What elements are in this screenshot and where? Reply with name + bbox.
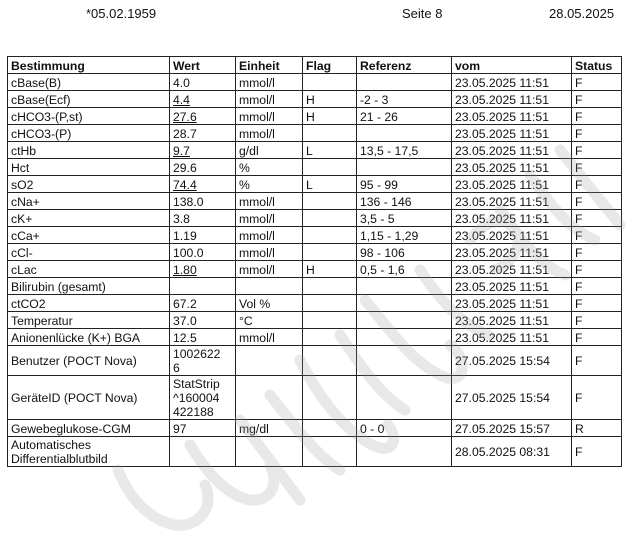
cell-bestimmung: cBase(Ecf) <box>8 91 170 108</box>
cell-bestimmung: Anionenlücke (K+) BGA <box>8 329 170 346</box>
cell-bestimmung-line: Automatisches <box>11 438 91 452</box>
cell-status: F <box>572 193 622 210</box>
cell-flag: H <box>303 261 357 278</box>
cell-einheit <box>236 437 303 467</box>
cell-einheit: mmol/l <box>236 329 303 346</box>
cell-flag <box>303 346 357 376</box>
cell-bestimmung: cK+ <box>8 210 170 227</box>
table-row <box>8 91 622 108</box>
cell-einheit: mmol/l <box>236 193 303 210</box>
cell-referenz: 0 - 0 <box>357 420 452 437</box>
cell-vom: 23.05.2025 11:51 <box>452 142 572 159</box>
cell-einheit: mmol/l <box>236 125 303 142</box>
cell-status: F <box>572 125 622 142</box>
cell-vom: 23.05.2025 11:51 <box>452 227 572 244</box>
cell-wert: 67.2 <box>170 295 236 312</box>
cell-status: F <box>572 261 622 278</box>
col-header-referenz: Referenz <box>357 57 452 74</box>
cell-flag <box>303 329 357 346</box>
cell-vom: 27.05.2025 15:54 <box>452 346 572 376</box>
cell-wert-line: 1002622 <box>173 347 221 361</box>
cell-wert-line: 422188 <box>173 405 214 419</box>
cell-wert: 1.19 <box>170 227 236 244</box>
cell-referenz <box>357 346 452 376</box>
cell-referenz: 1,15 - 1,29 <box>357 227 452 244</box>
cell-status: R <box>572 420 622 437</box>
cell-referenz <box>357 125 452 142</box>
cell-einheit: mmol/l <box>236 91 303 108</box>
cell-referenz: 13,5 - 17,5 <box>357 142 452 159</box>
table-row <box>8 329 622 346</box>
cell-flag <box>303 295 357 312</box>
cell-vom: 23.05.2025 11:51 <box>452 159 572 176</box>
header-row <box>8 57 622 74</box>
cell-wert: 74.4 <box>170 176 236 193</box>
cell-flag <box>303 125 357 142</box>
cell-vom: 23.05.2025 11:51 <box>452 193 572 210</box>
cell-status: F <box>572 91 622 108</box>
cell-status: F <box>572 312 622 329</box>
cell-wert <box>170 420 236 437</box>
cell-flag <box>303 312 357 329</box>
table-row <box>8 176 622 193</box>
cell-status: F <box>572 376 622 420</box>
cell-flag <box>303 227 357 244</box>
cell-flag <box>303 437 357 467</box>
cell-wert: 29.6 <box>170 159 236 176</box>
cell-status: F <box>572 346 622 376</box>
cell-bestimmung-line: Differentialblutbild <box>11 452 108 466</box>
table-row <box>8 244 622 261</box>
cell-wert: 28.7 <box>170 125 236 142</box>
cell-einheit: mmol/l <box>236 210 303 227</box>
cell-einheit: Vol % <box>236 295 303 312</box>
cell-bestimmung: cCa+ <box>8 227 170 244</box>
cell-wert: 1.80 <box>170 261 236 278</box>
cell-vom: 23.05.2025 11:51 <box>452 108 572 125</box>
cell-bestimmung: ctCO2 <box>8 295 170 312</box>
table-row <box>8 193 622 210</box>
cell-einheit <box>236 278 303 295</box>
cell-status: F <box>572 295 622 312</box>
cell-status: F <box>572 159 622 176</box>
cell-wert-line: ^160004 <box>173 391 220 405</box>
cell-flag: L <box>303 142 357 159</box>
col-header-vom: vom <box>452 57 572 74</box>
cell-einheit: % <box>236 159 303 176</box>
cell-einheit: mmol/l <box>236 74 303 91</box>
cell-vom: 23.05.2025 11:51 <box>452 329 572 346</box>
cell-status: F <box>572 74 622 91</box>
cell-wert: 12.5 <box>170 329 236 346</box>
cell-referenz: 0,5 - 1,6 <box>357 261 452 278</box>
table-row <box>8 376 622 420</box>
cell-einheit: mmol/l <box>236 227 303 244</box>
cell-einheit: g/dl <box>236 142 303 159</box>
cell-referenz <box>357 295 452 312</box>
cell-einheit: mmol/l <box>236 108 303 125</box>
page-number: Seite 8 <box>402 6 443 21</box>
table-row <box>8 74 622 91</box>
cell-flag <box>303 420 357 437</box>
cell-wert: 37.0 <box>170 312 236 329</box>
cell-vom: 27.05.2025 15:57 <box>452 420 572 437</box>
cell-bestimmung: Bilirubin (gesamt) <box>8 278 170 295</box>
cell-einheit: °C <box>236 312 303 329</box>
cell-status: F <box>572 278 622 295</box>
col-header-bestimmung: Bestimmung <box>8 57 170 74</box>
cell-status: F <box>572 142 622 159</box>
cell-wert: 100.0 <box>170 244 236 261</box>
cell-status: F <box>572 437 622 467</box>
cell-referenz <box>357 278 452 295</box>
col-header-einheit: Einheit <box>236 57 303 74</box>
table-row <box>8 142 622 159</box>
table-row <box>8 346 622 376</box>
cell-vom: 23.05.2025 11:51 <box>452 278 572 295</box>
cell-einheit: % <box>236 176 303 193</box>
col-header-wert: Wert <box>170 57 236 74</box>
table-row <box>8 210 622 227</box>
cell-referenz <box>357 74 452 91</box>
cell-wert <box>170 437 236 467</box>
cell-referenz: 95 - 99 <box>357 176 452 193</box>
cell-bestimmung: cNa+ <box>8 193 170 210</box>
cell-bestimmung: cHCO3-(P,st) <box>8 108 170 125</box>
cell-einheit: mmol/l <box>236 261 303 278</box>
cell-vom: 23.05.2025 11:51 <box>452 210 572 227</box>
table-row <box>8 261 622 278</box>
col-header-status: Status <box>572 57 622 74</box>
cell-einheit <box>236 346 303 376</box>
cell-vom: 23.05.2025 11:51 <box>452 74 572 91</box>
cell-einheit: mg/dl <box>236 420 303 437</box>
cell-flag <box>303 278 357 295</box>
cell-flag <box>303 376 357 420</box>
cell-flag <box>303 159 357 176</box>
cell-bestimmung: cCl- <box>8 244 170 261</box>
cell-bestimmung <box>8 437 170 467</box>
cell-status: F <box>572 176 622 193</box>
cell-wert: 4.4 <box>170 91 236 108</box>
cell-vom: 23.05.2025 11:51 <box>452 312 572 329</box>
table-row <box>8 295 622 312</box>
table-row <box>8 227 622 244</box>
col-header-flag: Flag <box>303 57 357 74</box>
cell-vom: 23.05.2025 11:51 <box>452 125 572 142</box>
table-row <box>8 312 622 329</box>
table-row <box>8 437 622 467</box>
cell-bestimmung: cBase(B) <box>8 74 170 91</box>
cell-status: F <box>572 210 622 227</box>
cell-bestimmung: Temperatur <box>8 312 170 329</box>
cell-bestimmung: Benutzer (POCT Nova) <box>8 346 170 376</box>
table-header <box>8 57 622 74</box>
cell-flag <box>303 210 357 227</box>
table-row <box>8 159 622 176</box>
cell-referenz: 136 - 146 <box>357 193 452 210</box>
cell-status: F <box>572 329 622 346</box>
cell-einheit <box>236 376 303 420</box>
cell-status: F <box>572 227 622 244</box>
cell-wert: 27.6 <box>170 108 236 125</box>
cell-referenz: -2 - 3 <box>357 91 452 108</box>
cell-referenz: 21 - 26 <box>357 108 452 125</box>
cell-bestimmung: sO2 <box>8 176 170 193</box>
cell-wert: 4.0 <box>170 74 236 91</box>
cell-wert: 138.0 <box>170 193 236 210</box>
cell-flag <box>303 244 357 261</box>
cell-bestimmung: ctHb <box>8 142 170 159</box>
cell-flag: H <box>303 91 357 108</box>
table-row <box>8 108 622 125</box>
cell-vom: 27.05.2025 15:54 <box>452 376 572 420</box>
table-row <box>8 420 622 437</box>
cell-referenz: 98 - 106 <box>357 244 452 261</box>
cell-referenz <box>357 376 452 420</box>
cell-flag <box>303 74 357 91</box>
cell-vom: 23.05.2025 11:51 <box>452 244 572 261</box>
cell-wert-line: 6 <box>173 361 180 375</box>
cell-bestimmung: cHCO3-(P) <box>8 125 170 142</box>
cell-bestimmung: GeräteID (POCT Nova) <box>8 376 170 420</box>
cell-referenz <box>357 329 452 346</box>
cell-vom: 23.05.2025 11:51 <box>452 91 572 108</box>
cell-bestimmung: Hct <box>8 159 170 176</box>
cell-wert <box>170 376 236 420</box>
cell-wert: 9.7 <box>170 142 236 159</box>
cell-vom: 23.05.2025 11:51 <box>452 176 572 193</box>
lab-results-table <box>7 56 622 467</box>
cell-einheit: mmol/l <box>236 244 303 261</box>
table-row <box>8 125 622 142</box>
cell-wert <box>170 346 236 376</box>
cell-wert <box>170 278 236 295</box>
cell-flag: L <box>303 176 357 193</box>
table-row <box>8 278 622 295</box>
cell-wert-line: StatStrip <box>173 377 220 391</box>
cell-referenz <box>357 159 452 176</box>
cell-status: F <box>572 108 622 125</box>
cell-vom: 28.05.2025 08:31 <box>452 437 572 467</box>
cell-bestimmung: cLac <box>8 261 170 278</box>
cell-referenz: 3,5 - 5 <box>357 210 452 227</box>
cell-referenz <box>357 437 452 467</box>
cell-wert-line: 97 <box>173 421 187 436</box>
cell-referenz <box>357 312 452 329</box>
table-body <box>8 74 622 467</box>
print-date: 28.05.2025 <box>549 6 615 21</box>
cell-flag <box>303 193 357 210</box>
cell-vom: 23.05.2025 11:51 <box>452 261 572 278</box>
patient-birthdate: *05.02.1959 <box>86 6 157 21</box>
cell-status: F <box>572 244 622 261</box>
cell-wert: 3.8 <box>170 210 236 227</box>
cell-flag: H <box>303 108 357 125</box>
cell-bestimmung: Gewebeglukose-CGM <box>8 420 170 437</box>
cell-vom: 23.05.2025 11:51 <box>452 295 572 312</box>
